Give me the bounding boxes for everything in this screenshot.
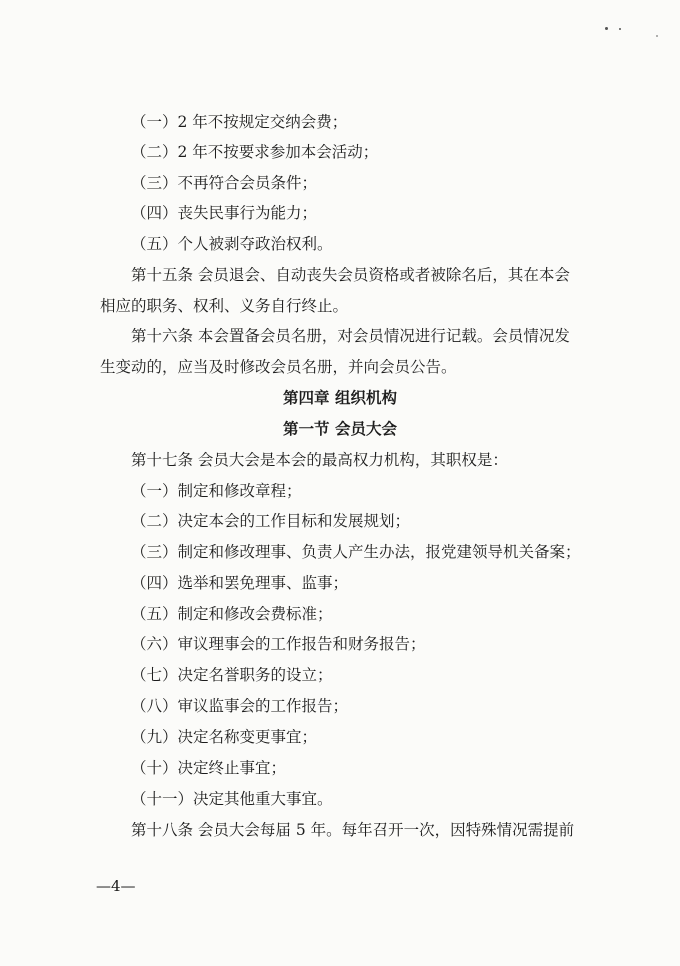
article-16-line-1: 第十六条 本会置备会员名册，对会员情况进行记载。会员情况发 bbox=[131, 327, 570, 345]
list-item: （一）2 年不按规定交纳会费； bbox=[131, 113, 348, 131]
list-item: （一）制定和修改章程； bbox=[131, 482, 302, 500]
list-item: （二）决定本会的工作目标和发展规划； bbox=[131, 512, 411, 530]
list-item: （七）决定名誉职务的设立； bbox=[131, 666, 333, 684]
section-heading: 第一节 会员大会 bbox=[283, 419, 397, 438]
list-item: （二）2 年不按要求参加本会活动； bbox=[131, 143, 379, 161]
list-item: （四）丧失民事行为能力； bbox=[131, 204, 318, 222]
scan-speck bbox=[605, 27, 608, 30]
list-item: （十一）决定其他重大事宜。 bbox=[131, 790, 333, 808]
list-item: （三）制定和修改理事、负责人产生办法，报党建领导机关备案； bbox=[131, 543, 581, 561]
list-item: （四）选举和罢免理事、监事； bbox=[131, 574, 349, 592]
article-18-line-1: 第十八条 会员大会每届 5 年。每年召开一次，因特殊情况需提前 bbox=[131, 821, 575, 839]
chapter-heading: 第四章 组织机构 bbox=[283, 388, 397, 407]
list-item: （三）不再符合会员条件； bbox=[131, 174, 318, 192]
article-16-line-2: 生变动的，应当及时修改会员名册，并向会员公告。 bbox=[100, 358, 457, 376]
scan-speck bbox=[656, 35, 658, 37]
article-15-line-2: 相应的职务、权利、义务自行终止。 bbox=[100, 297, 349, 315]
list-item: （八）审议监事会的工作报告； bbox=[131, 697, 349, 715]
list-item: （五）个人被剥夺政治权利。 bbox=[131, 235, 333, 253]
article-15-line-1: 第十五条 会员退会、自动丧失会员资格或者被除名后，其在本会 bbox=[131, 266, 570, 284]
scan-speck bbox=[619, 28, 621, 30]
list-item: （六）审议理事会的工作报告和财务报告； bbox=[131, 635, 426, 653]
page-number: —4— bbox=[96, 877, 136, 895]
list-item: （五）制定和修改会费标准； bbox=[131, 605, 333, 623]
list-item: （十）决定终止事宜； bbox=[131, 759, 287, 777]
article-17-line-1: 第十七条 会员大会是本会的最高权力机构，其职权是： bbox=[131, 451, 508, 469]
list-item: （九）决定名称变更事宜； bbox=[131, 728, 318, 746]
